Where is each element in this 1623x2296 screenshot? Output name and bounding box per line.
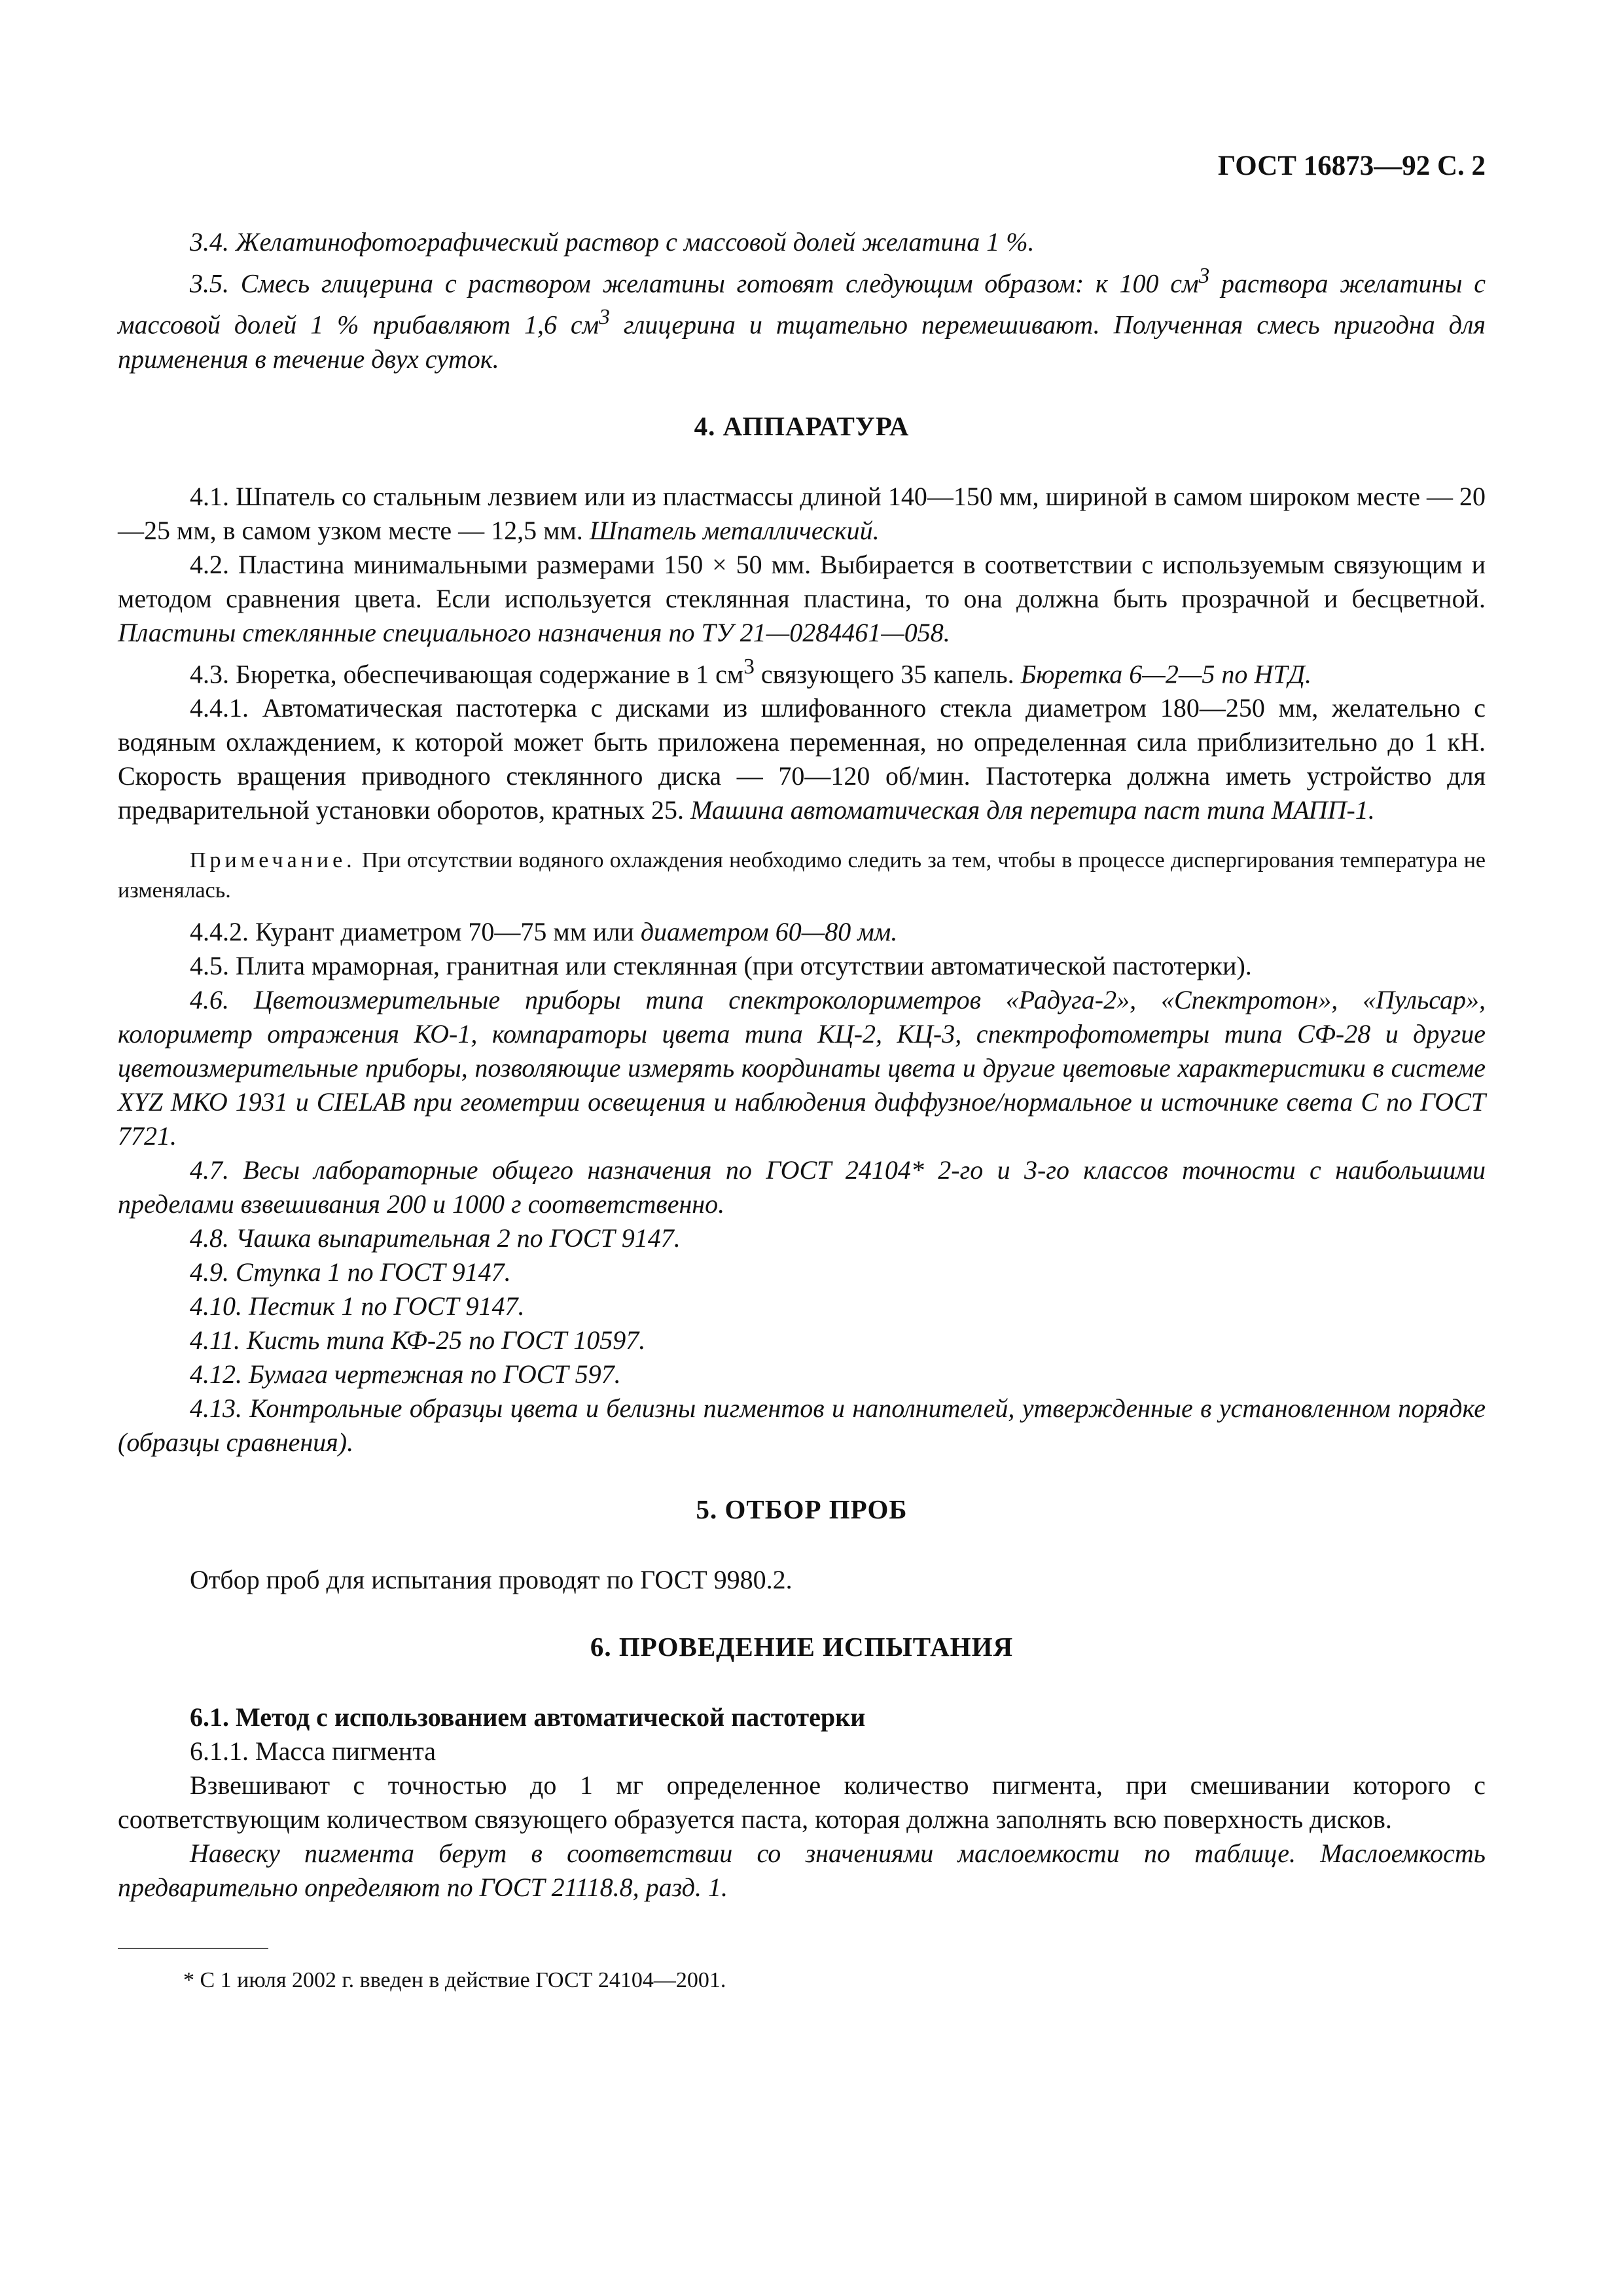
paragraph-5: Отбор проб для испытания проводят по ГОСТ 9980.2.: [190, 1564, 793, 1594]
section-5-heading: 5. ОТБОР ПРОБ: [696, 1494, 908, 1524]
note-label: Примечание.: [190, 848, 356, 872]
note: Примечание. При отсутствии водяного охлаждения необходимо следить за тем, чтобы в процессе диспергирования температура не изменялась.: [118, 848, 1486, 903]
paragraph-4-6: 4.6. Цветоизмерительные приборы типа спектроколориметров «Радуга-2», «Спектротон», «Пульсар», колориметр отражения КО-1, компараторы цвета типа КЦ-2, КЦ-3, спектрофотометры типа СФ-28 и другие цветоизмерительные приборы, позволяющие измерять координаты цвета и другие цветовые характеристики в системе XYZ МКО 1931 и CIELAB при геометрии освещения и наблюдения диффузное/нормальное и источнике света С по ГОСТ 7721.: [118, 984, 1486, 1151]
paragraph-4-8: 4.8. Чашка выпарительная 2 по ГОСТ 9147.: [190, 1223, 681, 1253]
paragraph-4-3: 4.3. Бюретка, обеспечивающая содержание в 1 $см^3$ связующего 35 капель. Бюретка 6—2—5 по НТД.: [190, 654, 1312, 689]
paragraph-sample-size: Навеску пигмента берут в соответствии со значениями маслоемкости по таблице. Маслоемкость предварительно определяют по ГОСТ 21118.8, разд. 1.: [118, 1838, 1486, 1902]
paragraph-4-2: 4.2. Пластина минимальными размерами 150 × 50 мм. Выбирается в соответствии с используемым связующим и методом сравнения цвета. Если используется стеклянная пластина, то она должна быть прозрачной и бесцветной. Пластины стеклянные специального назначения по ТУ 21—0284461—058.: [118, 549, 1486, 647]
paragraph-4-1: 4.1. Шпатель со стальным лезвием или из пластмассы длиной 140—150 мм, шириной в самом широком месте — 20—25 мм, в самом узком месте — 12,5 мм. Шпатель металлический.: [118, 481, 1486, 545]
paragraph-4-12: 4.12. Бумага чертежная по ГОСТ 597.: [190, 1359, 621, 1389]
section-4-heading: 4. АППАРАТУРА: [694, 410, 910, 441]
paragraph-4-7: 4.7. Весы лабораторные общего назначения по ГОСТ 24104* 2-го и 3-го классов точности с наибольшими пределами взвешивания 200 и 1000 г соответственно.: [118, 1155, 1486, 1219]
paragraph-4-4-2: 4.4.2. Курант диаметром 70—75 мм или диаметром 60—80 мм.: [190, 916, 898, 946]
paragraph-4-5: 4.5. Плита мраморная, гранитная или стеклянная (при отсутствии автоматической пастотерки).: [190, 950, 1252, 980]
footnote: * С 1 июля 2002 г. введен в действие ГОСТ 24104—2001.: [183, 1967, 726, 1992]
footnote-divider: [118, 1948, 268, 1949]
paragraph-6-1-1: 6.1.1. Масса пигмента: [190, 1736, 436, 1766]
section-6-heading: 6. ПРОВЕДЕНИЕ ИСПЫТАНИЯ: [590, 1631, 1014, 1662]
paragraph-4-4-1: 4.4.1. Автоматическая пастотерка с дисками из шлифованного стекла диаметром 180—250 мм, желательно с водяным охлаждением, к которой может быть приложена переменная, но определенная сила приблизительно до 1 кН. Скорость вращения приводного стеклянного диска — 70—120 об/мин. Пастотерка должна иметь устройство для предварительной установки оборотов, кратных 25. Машина автоматическая для перетира паст типа МАПП-1.: [118, 692, 1486, 825]
paragraph-weighing: Взвешивают с точностью до 1 мг определенное количество пигмента, при смешивании которого с соответствующим количеством связующего образуется паста, которая должна заполнять всю поверхность дисков.: [118, 1770, 1486, 1834]
running-header: ГОСТ 16873—92 С. 2: [1217, 151, 1486, 181]
paragraph-4-11: 4.11. Кисть типа КФ-25 по ГОСТ 10597.: [190, 1325, 646, 1355]
paragraph-3-5: 3.5. Смесь глицерина с раствором желатины готовят следующим образом: к 100 $см^3$ раствора желатины с массовой долей 1 % прибавляют 1,6 $см^3$ глицерина и тщательно перемешивают. Полученная смесь пригодна для применения в течение двух суток.: [118, 264, 1486, 374]
subsection-6-1-heading: 6.1. Метод с использованием автоматической пастотерки: [190, 1702, 866, 1732]
paragraph-3-4: 3.4. Желатинофотографический раствор с массовой долей желатина 1 %.: [190, 227, 1035, 257]
paragraph-4-10: 4.10. Пестик 1 по ГОСТ 9147.: [190, 1291, 525, 1321]
paragraph-4-13: 4.13. Контрольные образцы цвета и белизны пигментов и наполнителей, утвержденные в установленном порядке (образцы сравнения).: [118, 1393, 1486, 1457]
paragraph-4-9: 4.9. Ступка 1 по ГОСТ 9147.: [190, 1257, 511, 1287]
